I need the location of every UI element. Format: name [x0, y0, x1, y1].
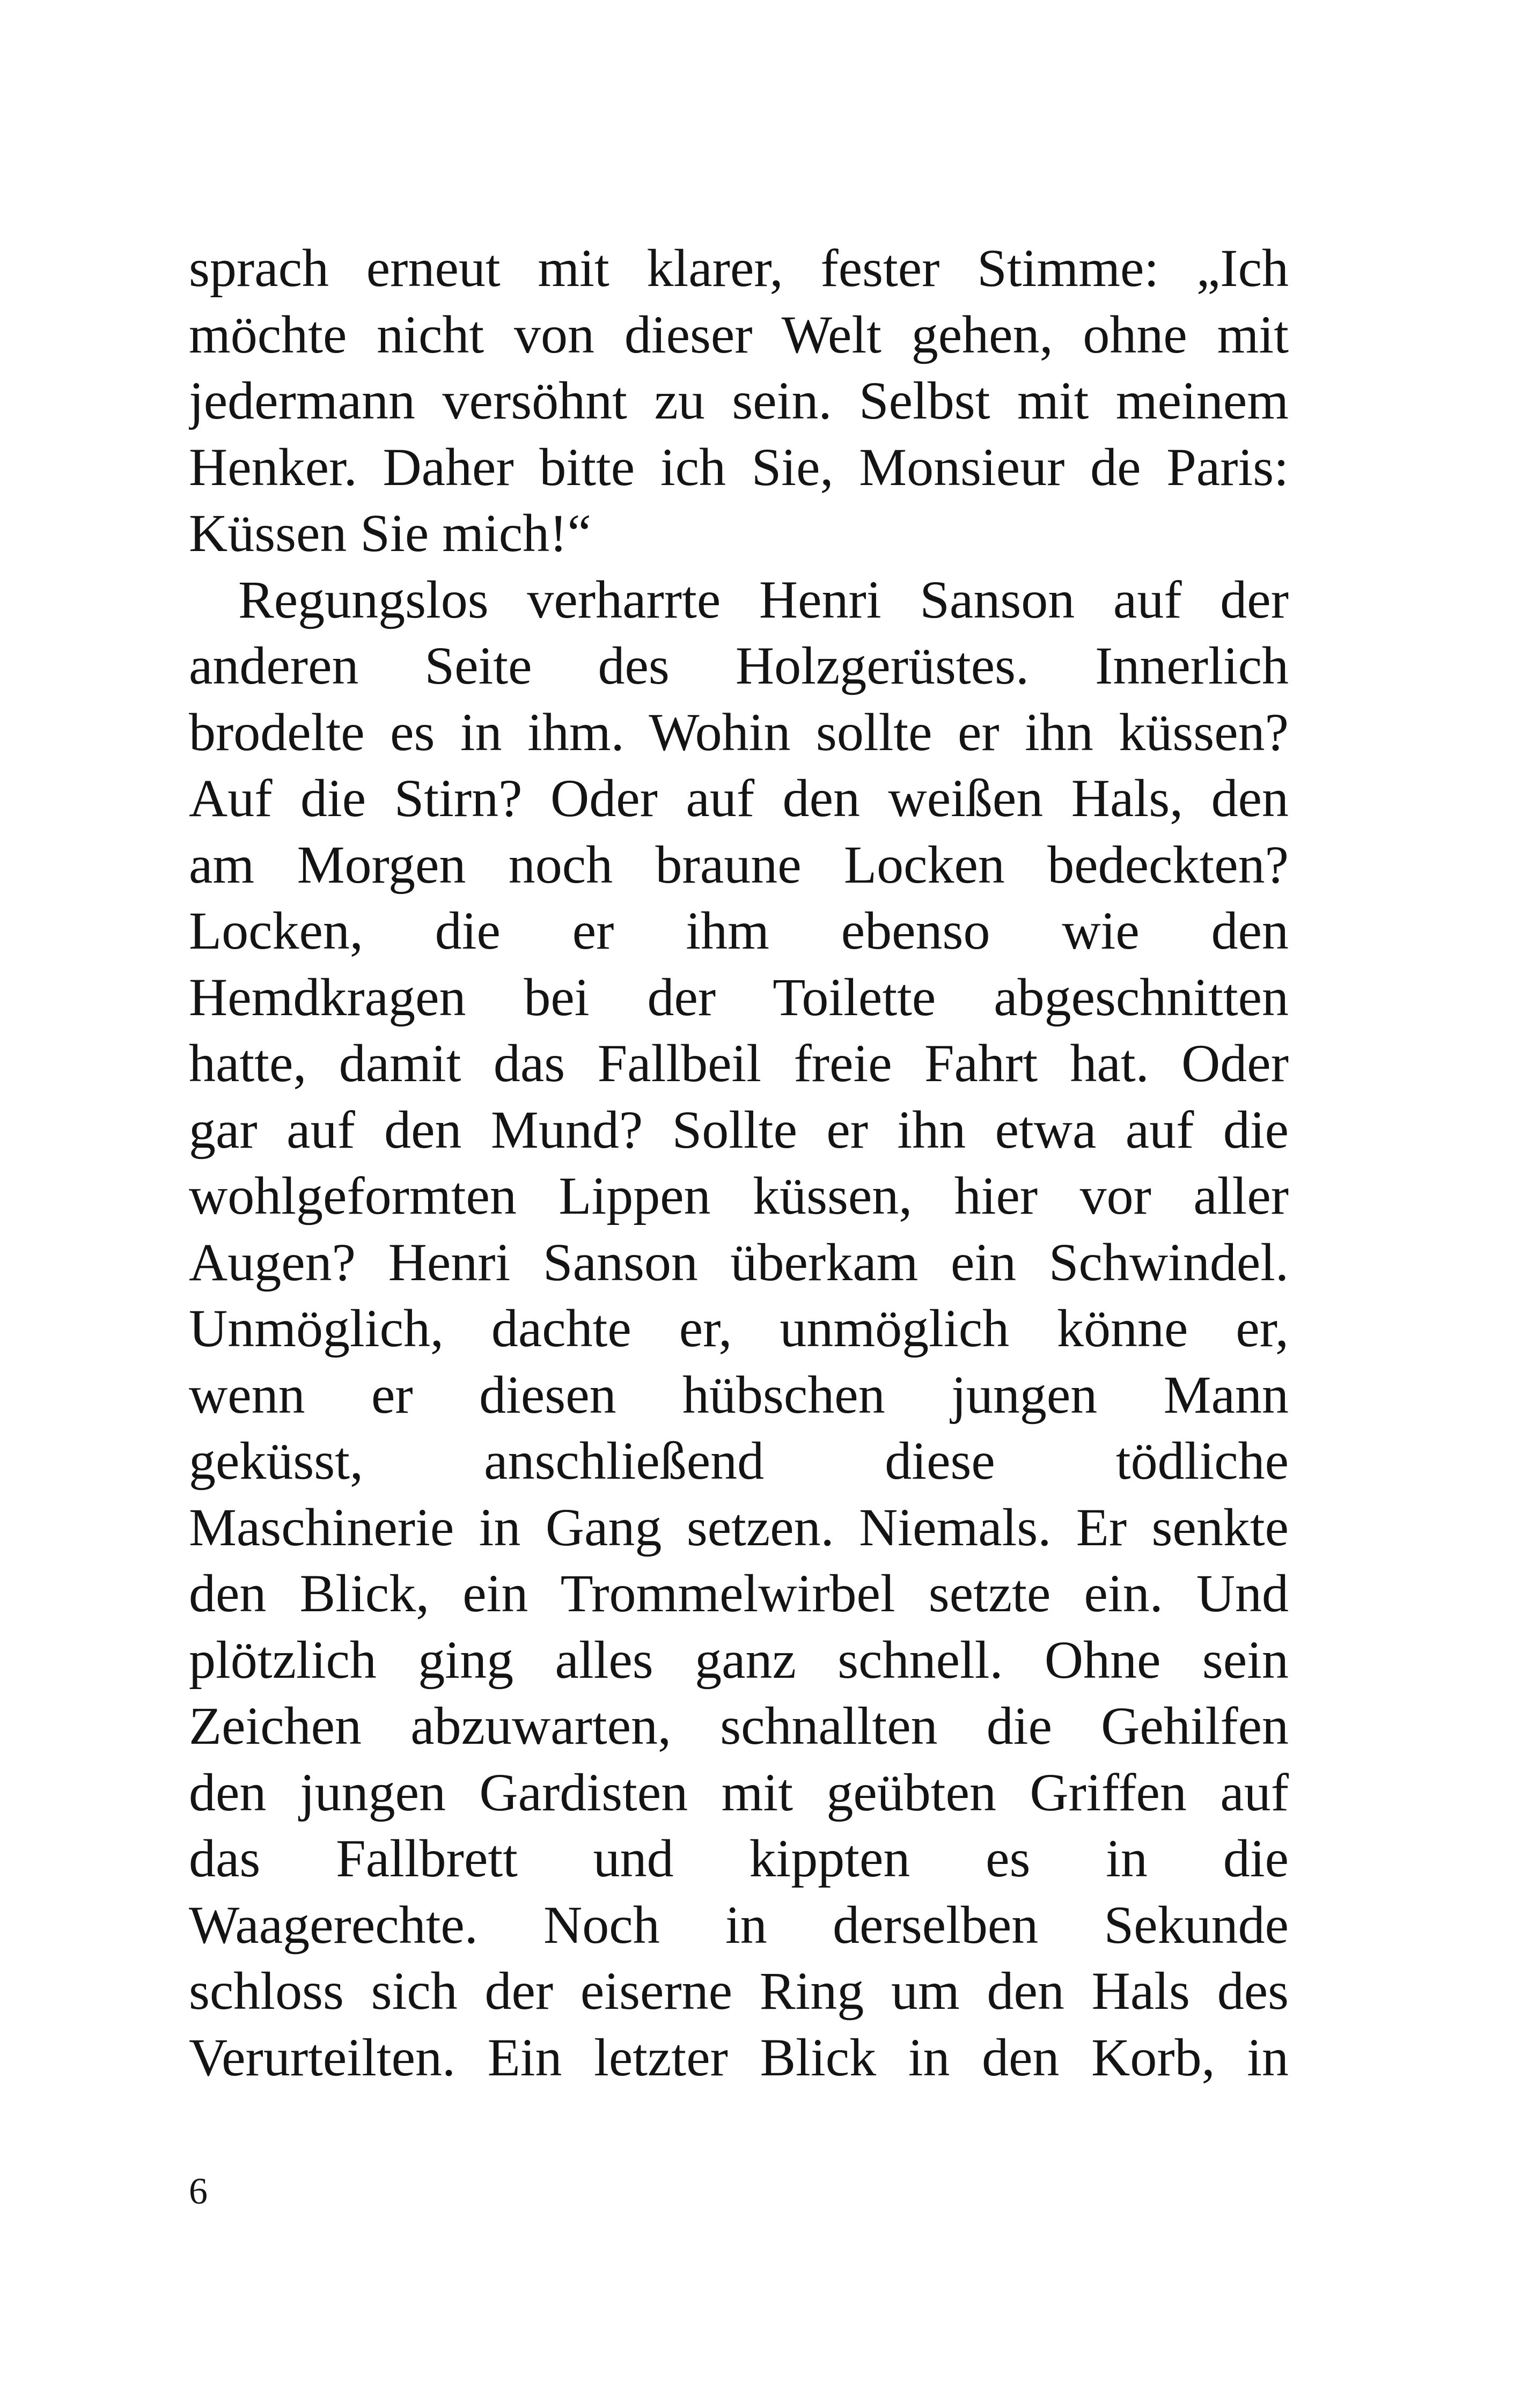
- text-line: geküsst, anschließend diese tödliche: [189, 1431, 1289, 1491]
- text-line: Verurteilten. Ein letzter Blick in den Korb, in: [189, 2027, 1289, 2087]
- text-line: wohlgeformten Lippen küssen, hier vor aller: [189, 1166, 1289, 1225]
- text-line: brodelte es in ihm. Wohin sollte er ihn küssen?: [189, 702, 1289, 762]
- text-line: am Morgen noch braune Locken bedeckten?: [189, 834, 1289, 894]
- text-line: gar auf den Mund? Sollte er ihn etwa auf die: [189, 1099, 1289, 1159]
- text-line: wenn er diesen hübschen jungen Mann: [189, 1364, 1289, 1425]
- text-line: Hemdkragen bei der Toilette abgeschnitten: [189, 967, 1289, 1027]
- text-line: Waagerechte. Noch in derselben Sekunde: [189, 1895, 1289, 1955]
- text-line: Unmöglich, dachte er, unmöglich könne er,: [189, 1298, 1289, 1358]
- text-line: Regungslos verharrte Henri Sanson auf der: [238, 569, 1289, 629]
- text-line: das Fallbrett und kippten es in die: [189, 1829, 1289, 1888]
- text-line: den Blick, ein Trommelwirbel setzte ein. Und: [189, 1563, 1289, 1623]
- text-line: jedermann versöhnt zu sein. Selbst mit meinem: [189, 371, 1289, 430]
- text-line: Auf die Stirn? Oder auf den weißen Hals, den: [189, 768, 1289, 828]
- text-line: Augen? Henri Sanson überkam ein Schwindel.: [189, 1232, 1289, 1292]
- text-line: sprach erneut mit klarer, fester Stimme: „Ich: [189, 238, 1289, 298]
- body-text: [189, 235, 1289, 2090]
- text-line: schloss sich der eiserne Ring um den Hals des: [189, 1961, 1289, 2021]
- text-line: den jungen Gardisten mit geübten Griffen auf: [189, 1762, 1289, 1822]
- text-line: Maschinerie in Gang setzen. Niemals. Er senkte: [189, 1497, 1289, 1557]
- text-line: hatte, damit das Fallbeil freie Fahrt hat. Oder: [189, 1033, 1289, 1093]
- text-line: Küssen Sie mich!“: [189, 503, 591, 563]
- text-line: plötzlich ging alles ganz schnell. Ohne sein: [189, 1629, 1289, 1690]
- text-line: anderen Seite des Holzgerüstes. Innerlich: [189, 636, 1289, 695]
- text-line: Henker. Daher bitte ich Sie, Monsieur de Paris:: [189, 437, 1289, 497]
- page-number: 6: [189, 2171, 208, 2212]
- text-line: Zeichen abzuwarten, schnallten die Gehilfen: [189, 1696, 1289, 1756]
- text-line: möchte nicht von dieser Welt gehen, ohne mit: [189, 304, 1289, 364]
- text-line: Locken, die er ihm ebenso wie den: [189, 901, 1289, 960]
